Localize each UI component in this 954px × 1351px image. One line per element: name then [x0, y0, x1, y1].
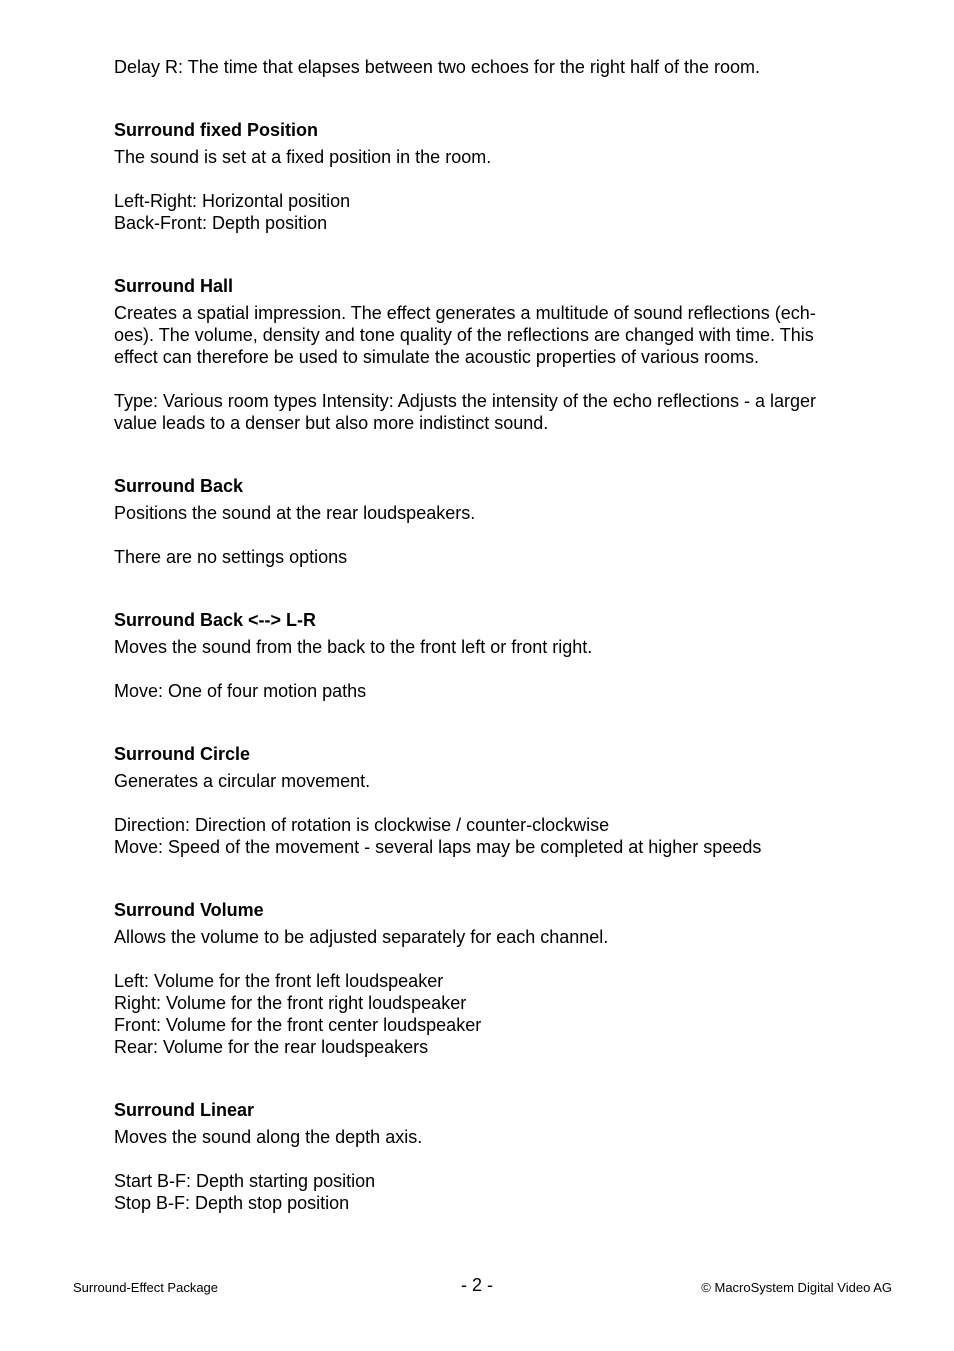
section-description: Creates a spatial impression. The effect generates a multitude of sound reflections (ech-: [114, 303, 816, 323]
parameter-line: Rear: Volume for the rear loudspeakers: [114, 1037, 429, 1057]
page-footer: [0, 1274, 954, 1304]
section-description: Generates a circular movement.: [114, 771, 371, 791]
parameter-line: Move: One of four motion paths: [114, 681, 367, 701]
section-surround-circle: [114, 743, 874, 858]
section-description: Moves the sound from the back to the front left or front right.: [114, 637, 593, 657]
parameter-list: [114, 1170, 874, 1214]
section-title: Surround Volume: [114, 900, 264, 920]
parameter-line: Left-Right: Horizontal position: [114, 191, 351, 211]
document-body: [114, 56, 874, 1214]
page-number: - 2 -: [460, 1275, 493, 1295]
parameter-line: Back-Front: Depth position: [114, 213, 328, 233]
section-description: Positions the sound at the rear loudspeakers.: [114, 503, 476, 523]
section-title: Surround Back <--> L-R: [114, 610, 317, 630]
footer-copyright: © MacroSystem Digital Video AG: [701, 1280, 892, 1295]
section-surround-back: [114, 475, 874, 568]
parameter-list: [114, 814, 874, 858]
parameter-list: [114, 546, 874, 568]
section-title: Surround fixed Position: [114, 120, 319, 140]
parameter-line: Direction: Direction of rotation is clockwise / counter-clockwise: [114, 815, 610, 835]
parameter-line: Move: Speed of the movement - several laps may be completed at higher speeds: [114, 837, 762, 857]
parameter-line: Type: Various room types Intensity: Adjusts the intensity of the echo reflections - a larger: [114, 391, 817, 411]
section-description: The sound is set at a fixed position in the room.: [114, 147, 492, 167]
parameter-line: Front: Volume for the front center loudspeaker: [114, 1015, 482, 1035]
section-surround-back-lr: [114, 609, 874, 702]
section-description: effect can therefore be used to simulate the acoustic properties of various rooms.: [114, 347, 760, 367]
parameter-line: Right: Volume for the front right loudspeaker: [114, 993, 467, 1013]
parameter-line: Start B-F: Depth starting position: [114, 1171, 376, 1191]
section-surround-hall: [114, 275, 874, 434]
section-description: Allows the volume to be adjusted separately for each channel.: [114, 927, 609, 947]
section-surround-fixed-position: [114, 119, 874, 234]
section-title: Surround Linear: [114, 1100, 255, 1120]
parameter-line: There are no settings options: [114, 547, 348, 567]
section-title: Surround Circle: [114, 744, 251, 764]
parameter-list: [114, 390, 874, 434]
section-description: Moves the sound along the depth axis.: [114, 1127, 423, 1147]
section-surround-linear: [114, 1099, 874, 1214]
parameter-list: [114, 970, 874, 1058]
section-title: Surround Hall: [114, 276, 234, 296]
parameter-line: Left: Volume for the front left loudspeaker: [114, 971, 444, 991]
section-description: oes). The volume, density and tone quality of the reflections are changed with time. This: [114, 325, 814, 345]
intro-line: Delay R: The time that elapses between two echoes for the right half of the room.: [114, 57, 761, 77]
parameter-line: value leads to a denser but also more indistinct sound.: [114, 413, 549, 433]
section-title: Surround Back: [114, 476, 244, 496]
parameter-list: [114, 680, 874, 702]
parameter-list: [114, 190, 874, 234]
section-surround-volume: [114, 899, 874, 1058]
parameter-line: Stop B-F: Depth stop position: [114, 1193, 350, 1213]
footer-document-title: Surround-Effect Package: [73, 1280, 219, 1295]
